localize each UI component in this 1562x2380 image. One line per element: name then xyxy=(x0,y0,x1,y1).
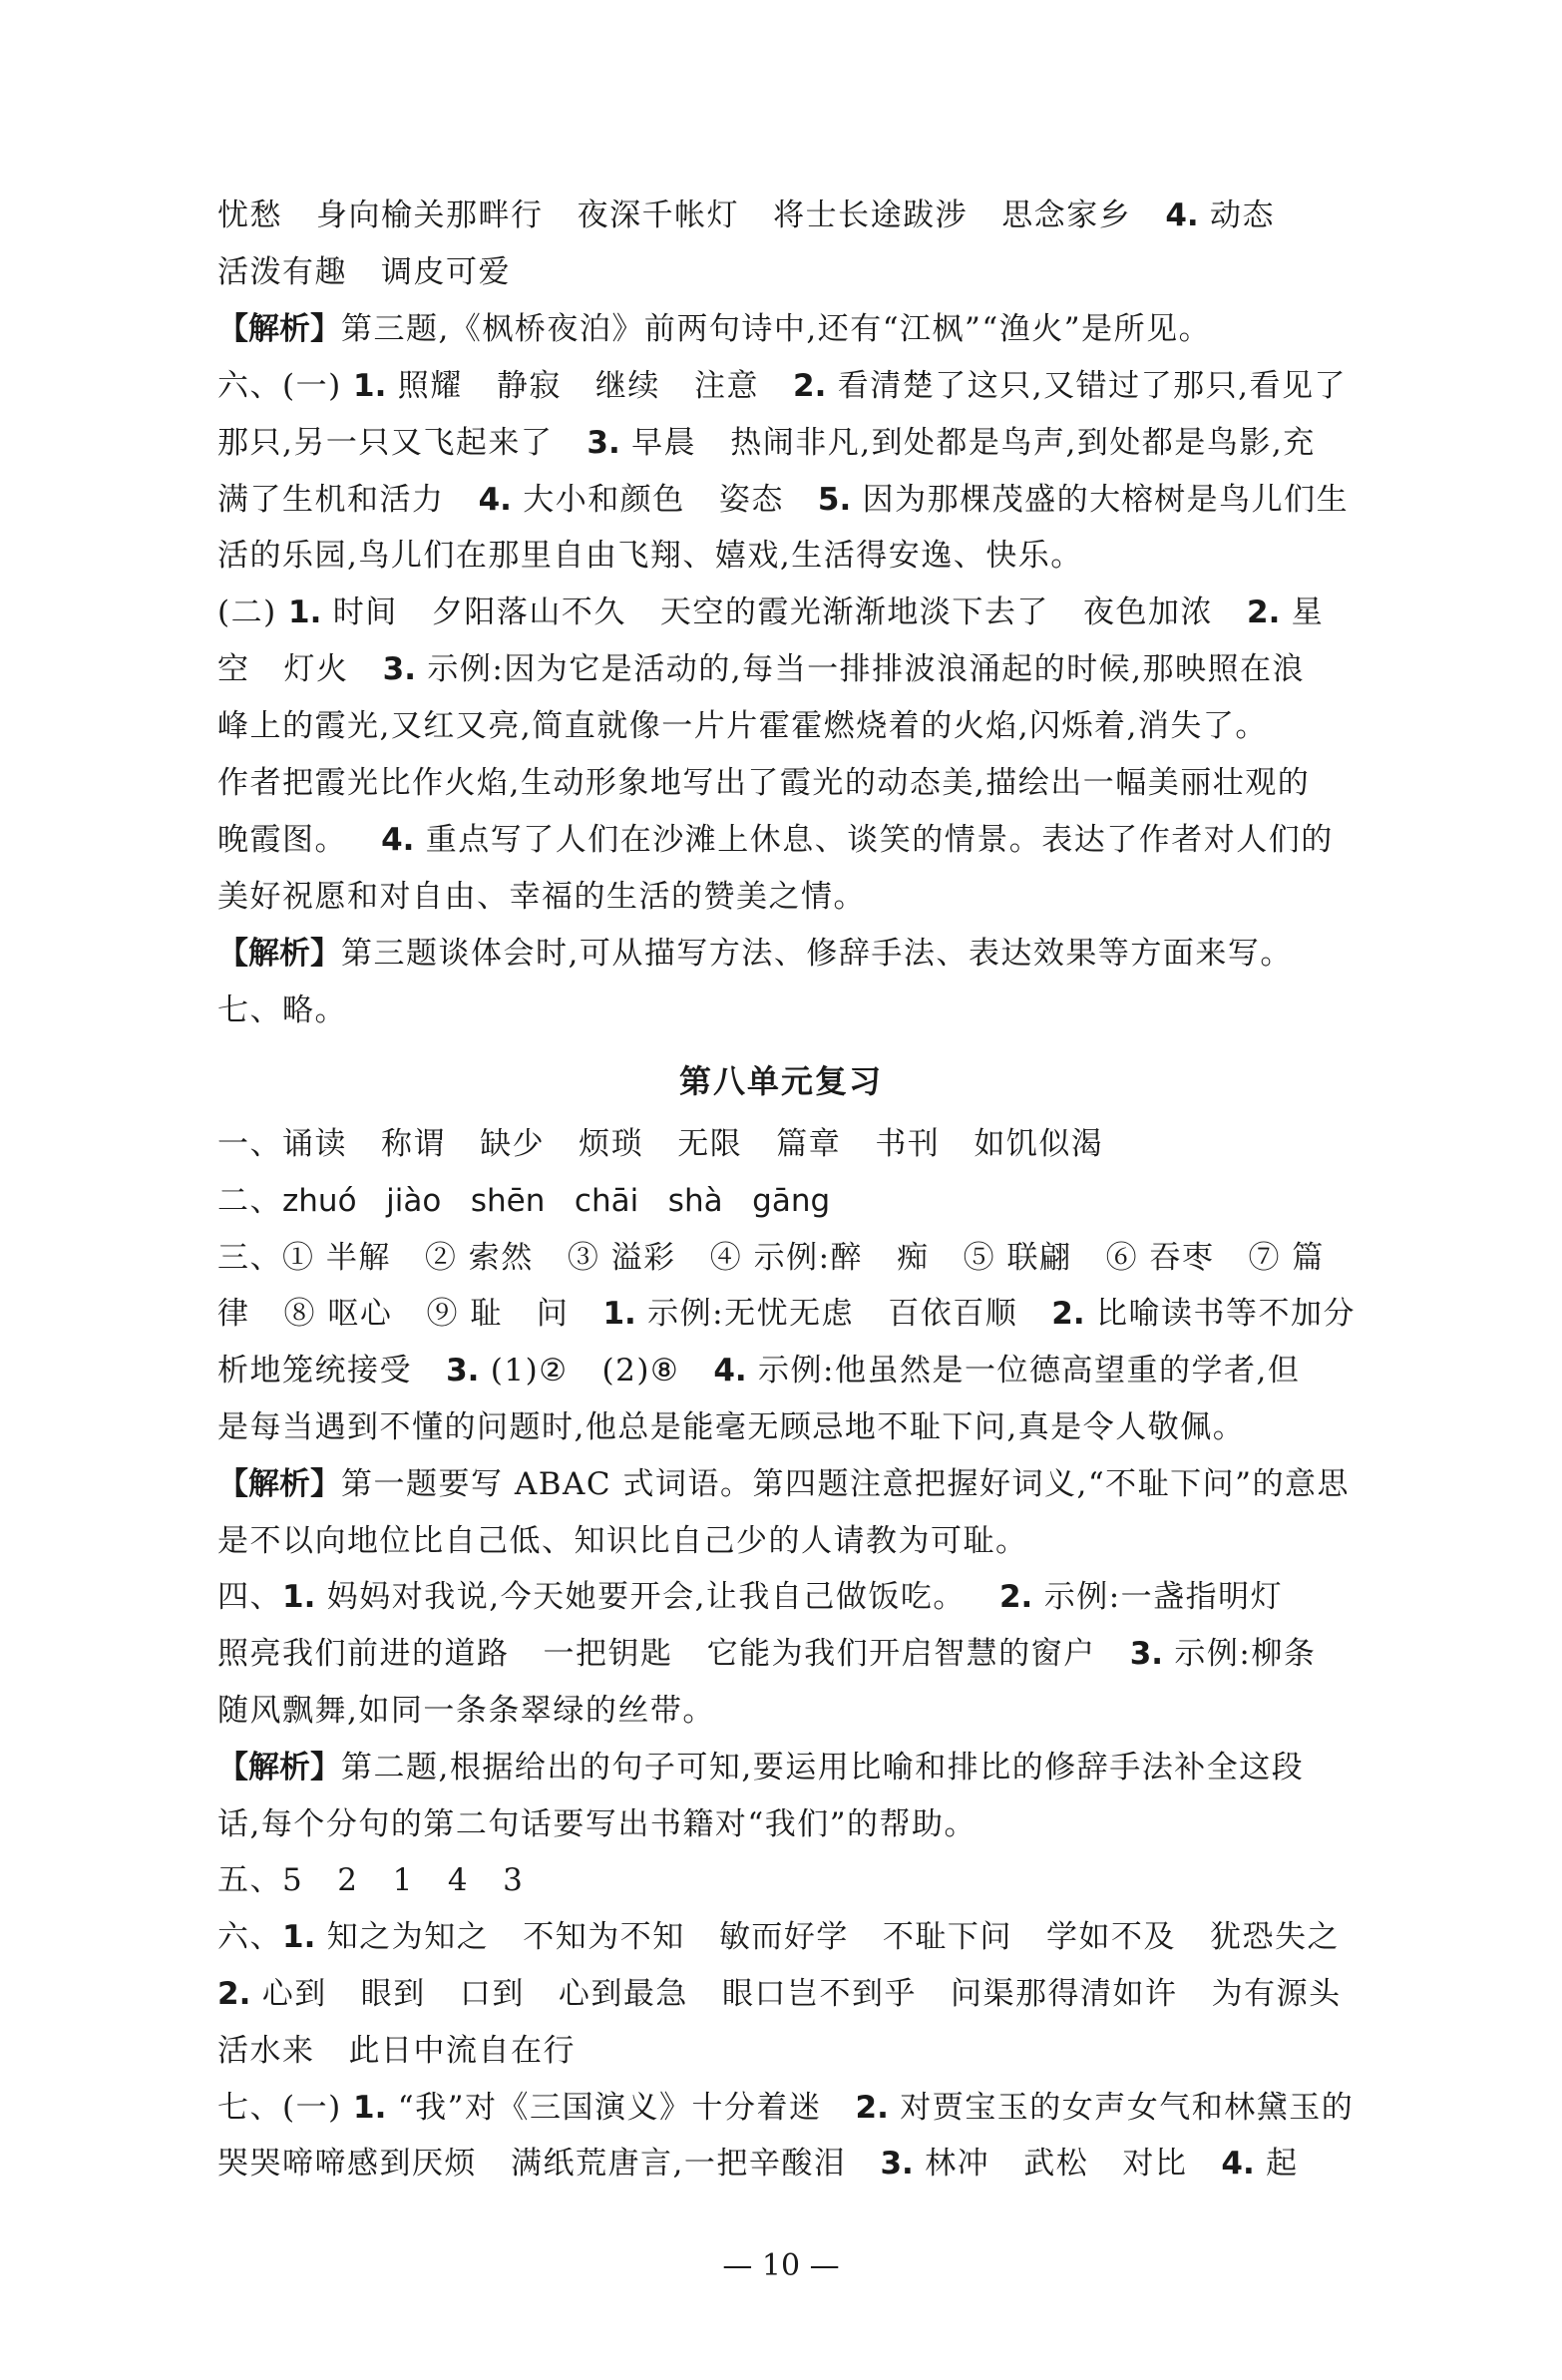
bold-marker: 2. xyxy=(1247,595,1281,631)
text-segment: 话,每个分句的第二句话要写出书籍对“我们”的帮助。 xyxy=(217,1805,977,1842)
text-line xyxy=(217,1691,1374,1731)
bold-marker: 2. xyxy=(855,2089,889,2126)
text-line xyxy=(217,2088,1374,2128)
text-line xyxy=(217,1748,1374,1787)
text-segment: 律 ⑧ 呕心 ⑨ 耻 问 xyxy=(217,1296,603,1333)
text-segment: 随风飘舞,如同一条条翠绿的丝带。 xyxy=(217,1693,715,1729)
text-segment xyxy=(826,368,837,404)
text-segment: 一、诵读 称谓 缺少 烦琐 无限 篇章 书刊 如饥似渴 xyxy=(217,1126,1104,1162)
text-line xyxy=(217,2031,1374,2071)
text-segment: 因为那棵茂盛的大榕树是鸟儿们生 xyxy=(851,481,1350,518)
text-segment: 林冲 武松 对比 xyxy=(913,2146,1222,2182)
text-segment: 晚霞图。 xyxy=(217,821,382,858)
text-segment: 星 xyxy=(1280,595,1325,631)
text-line xyxy=(217,820,1374,860)
text-segment: 是每当遇到不懂的问题时,他总是能毫无顾忌地不耻下问,真是令人敬佩。 xyxy=(217,1409,1246,1445)
bold-marker: 1. xyxy=(353,2089,387,2126)
bold-marker: 1. xyxy=(282,1919,316,1956)
text-segment: 示例:无忧无虑 百依百顺 xyxy=(635,1296,1052,1333)
text-segment: 起 xyxy=(1254,2146,1299,2182)
text-line xyxy=(217,1124,1374,1164)
bold-marker: 【解析】 xyxy=(217,1465,341,1502)
text-line xyxy=(217,649,1374,689)
text-segment: 四、 xyxy=(217,1579,282,1616)
text-segment: 照亮我们前进的道路 一把钥匙 它能为我们开启智慧的窗户 xyxy=(217,1636,1130,1673)
text-segment: 第三题,《枫桥夜泊》前两句诗中,还有“江枫”“渔火”是所见。 xyxy=(341,310,1212,347)
bold-marker: 3. xyxy=(382,651,416,688)
bold-marker: 1. xyxy=(282,1579,316,1616)
text-line xyxy=(217,309,1374,349)
underlined-text: 看清楚了这只,又错过了那只,看见了 xyxy=(838,368,1347,406)
text-segment: 析地笼统接受 xyxy=(217,1353,447,1389)
text-segment: 动态 xyxy=(1198,198,1276,233)
text-line xyxy=(217,423,1374,463)
bold-marker: 3. xyxy=(1129,1636,1164,1673)
underlined-text: 那只,另一只又飞起来了 xyxy=(217,425,553,463)
text-segment: 早晨 热闹非凡,到处都是鸟声,到处都是鸟影,充 xyxy=(619,424,1316,461)
bold-marker: 2. xyxy=(1051,1296,1085,1333)
text-line xyxy=(217,2144,1374,2183)
bold-marker: 4. xyxy=(713,1353,747,1389)
text-line xyxy=(217,480,1374,520)
text-line xyxy=(217,252,1374,292)
bold-marker: 【解析】 xyxy=(217,935,341,972)
text-segment: 七、(一) xyxy=(217,2089,354,2126)
text-segment: 美好祝愿和对自由、幸福的生活的赞美之情。 xyxy=(217,878,866,915)
text-line xyxy=(217,1577,1374,1617)
text-segment: 空 灯火 xyxy=(217,651,383,688)
text-segment: 第三题谈体会时,可从描写方法、修辞手法、表达效果等方面来写。 xyxy=(341,935,1293,972)
text-segment: 活泼有趣 调皮可爱 xyxy=(217,253,512,290)
bold-marker: 2. xyxy=(998,1579,1033,1616)
text-segment: 示例:一盏指明灯 xyxy=(1032,1579,1284,1616)
bold-marker: 4. xyxy=(1221,2146,1255,2182)
text-line xyxy=(217,593,1374,632)
text-segment: 时间 夕阳落山不久 天空的霞光渐渐地淡下去了 夜色加浓 xyxy=(321,595,1248,631)
text-line xyxy=(217,536,1374,576)
text-segment: (1)② (2)⑧ xyxy=(479,1353,714,1389)
text-segment: 示例:他虽然是一位德高望重的学者,但 xyxy=(746,1353,1301,1389)
text-line xyxy=(217,1294,1374,1334)
text-segment: 哭哭啼啼感到厌烦 满纸荒唐言,一把辛酸泪 xyxy=(217,2146,881,2182)
bold-marker: 5. xyxy=(817,481,852,518)
text-line xyxy=(217,1634,1374,1674)
text-line xyxy=(217,706,1374,746)
text-segment: 大小和颜色 姿态 xyxy=(511,481,818,518)
bold-marker: 2. xyxy=(217,1976,251,2012)
text-segment: 知之为知之 不知为不知 敏而好学 不耻下问 学如不及 犹恐失之 xyxy=(315,1919,1341,1956)
text-segment: 三、① 半解 ② 索然 ③ 溢彩 ④ 示例:醉 痴 ⑤ 联翩 ⑥ 吞枣 ⑦ 篇 xyxy=(217,1239,1325,1276)
text-segment: 满了生机和活力 xyxy=(217,481,479,518)
text-line xyxy=(217,1407,1374,1447)
text-line xyxy=(217,1351,1374,1390)
text-segment: 示例:因为它是活动的,每当一排排波浪涌起的时候,那映照在浪 xyxy=(415,651,1305,688)
bold-marker: 3. xyxy=(446,1353,480,1389)
bold-marker: 【解析】 xyxy=(217,1749,341,1785)
text-segment: 活水来 此日中流自在行 xyxy=(217,2032,577,2069)
page-number: — 10 — xyxy=(722,2248,840,2283)
text-segment: 活的乐园,鸟儿们在那里自由飞翔、嬉戏,生活得安逸、快乐。 xyxy=(217,538,1083,575)
text-segment: 重点写了人们在沙滩上休息、谈笑的情景。表达了作者对人们的 xyxy=(414,821,1334,858)
text-segment: 第一题要写 ABAC 式词语。第四题注意把握好词义,“不耻下问”的意思 xyxy=(341,1465,1351,1502)
text-segment: 五、5 2 1 4 3 xyxy=(217,1862,525,1899)
text-segment: 妈妈对我说,今天她要开会,让我自己做饭吃。 xyxy=(315,1579,999,1616)
text-line xyxy=(217,877,1374,917)
text-segment: 七、略。 xyxy=(217,992,347,1028)
text-line xyxy=(217,934,1374,974)
text-segment: 示例:柳条 xyxy=(1163,1636,1317,1673)
text-segment: zhuó jiào shēn chāi shà gāng xyxy=(282,1182,831,1219)
bold-marker: 1. xyxy=(288,595,322,631)
text-line xyxy=(217,1917,1374,1957)
bold-marker: 3. xyxy=(586,424,620,461)
text-line xyxy=(217,1464,1374,1504)
bold-marker: 4. xyxy=(1165,198,1199,233)
bold-marker: 1. xyxy=(602,1296,636,1333)
section-title: 第八单元复习 xyxy=(678,1062,883,1100)
text-segment: “我”对《三国演义》十分着迷 xyxy=(386,2089,856,2126)
text-segment: (二) xyxy=(217,595,289,631)
text-line xyxy=(217,1974,1374,2014)
text-segment: 比喻读书等不加分 xyxy=(1084,1296,1356,1333)
text-segment: 是不以向地位比自己低、知识比自己少的人请教为可耻。 xyxy=(217,1522,1028,1559)
text-line xyxy=(217,763,1374,803)
text-segment: 心到 眼到 口到 心到最急 眼口岂不到乎 问渠那得清如许 为有源头 xyxy=(250,1976,1342,2012)
text-line xyxy=(217,1860,1374,1900)
text-segment: 六、(一) xyxy=(217,367,354,404)
text-segment: 照耀 静寂 继续 注意 xyxy=(386,367,794,404)
bold-marker: 4. xyxy=(478,481,512,518)
text-segment: 忧愁 身向榆关那畔行 夜深千帐灯 将士长途跋涉 思念家乡 xyxy=(217,198,1166,233)
text-segment: 第二题,根据给出的句子可知,要运用比喻和排比的修辞手法补全这段 xyxy=(341,1749,1305,1785)
text-line xyxy=(217,991,1374,1030)
text-line xyxy=(217,1521,1374,1561)
text-line xyxy=(217,1804,1374,1844)
text-segment: 峰上的霞光,又红又亮,简直就像一片片霍霍燃烧着的火焰,闪烁着,消失了。 xyxy=(217,708,1268,745)
text-segment: 对贾宝玉的女声女气和林黛玉的 xyxy=(888,2089,1355,2126)
bold-marker: 【解析】 xyxy=(217,310,341,347)
bold-marker: 3. xyxy=(880,2146,914,2182)
text-segment: 六、 xyxy=(217,1919,282,1956)
bold-marker: 2. xyxy=(793,367,827,404)
text-line xyxy=(217,1181,1374,1221)
text-segment: 作者把霞光比作火焰,生动形象地写出了霞光的动态美,描绘出一幅美丽壮观的 xyxy=(217,765,1311,801)
bold-marker: 1. xyxy=(353,367,387,404)
bold-marker: 4. xyxy=(381,821,415,858)
text-line xyxy=(217,196,1374,235)
text-line xyxy=(217,366,1374,406)
text-segment: 二、 xyxy=(217,1182,282,1219)
text-line xyxy=(217,1238,1374,1278)
text-segment xyxy=(553,425,586,461)
